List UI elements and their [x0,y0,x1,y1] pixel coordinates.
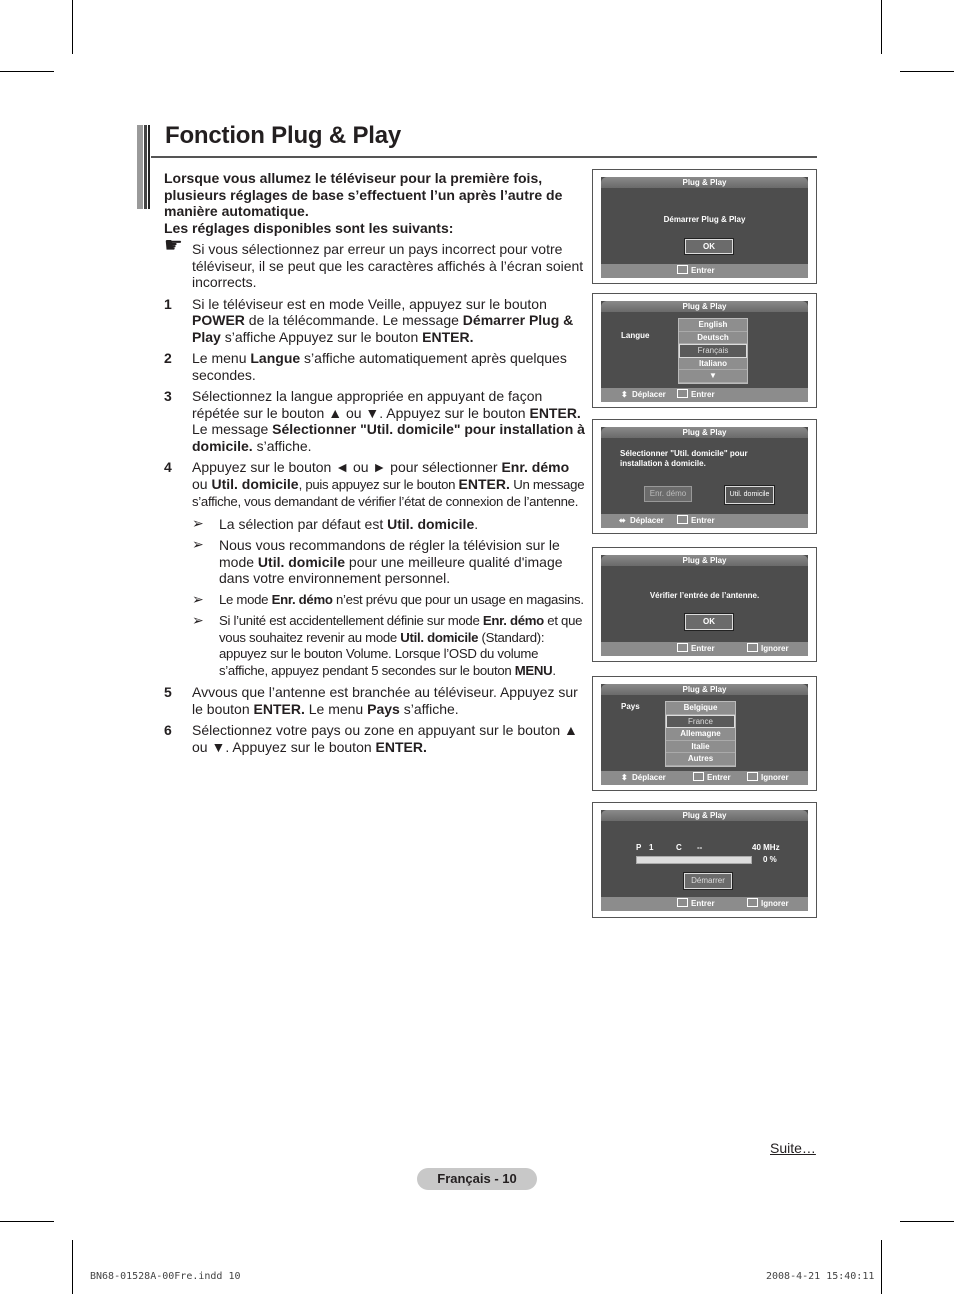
step-6: 6 Sélectionnez votre pays ou zone en appuyant sur le bouton ▲ ou ▼. Appuyez sur le bouton ENTER. [164,722,578,755]
list-item[interactable]: Italie [666,741,735,754]
crop-mark [0,1221,54,1222]
list-item[interactable]: Allemagne [666,728,735,741]
step-4: 4 Appuyez sur le bouton ◄ ou ► pour sélectionner Enr. démo ou Util. domicile, puis appuyez sur le bouton ENTER. Un message s’affiche, vous demandant de vérifier l’état de connexion de l’antenne. [164,459,585,509]
crop-mark [72,0,73,54]
list-item-selected[interactable]: Français [679,344,747,358]
list-item[interactable]: Deutsch [679,332,747,345]
pointing-hand-icon: ☛ [164,234,183,257]
country-label: Pays [621,702,640,711]
program-label: P [636,843,642,852]
note: ☛ Si vous sélectionnez par erreur un pays incorrect pour votre téléviseur, il se peut que les caractères affichés à l’écran soient incorrects. [164,234,584,290]
language-label: Langue [621,331,650,340]
osd-screen-mode [592,419,817,534]
frequency-value: 40 MHz [752,843,780,852]
osd-title: Plug & Play [601,301,808,312]
home-mode-button[interactable]: Util. domicile [725,486,774,504]
osd-title: Plug & Play [601,810,808,821]
tip: ➢ Le mode Enr. démo n’est prévu que pour un usage en magasins. [192,590,584,607]
progress-bar [636,856,752,864]
start-button[interactable]: Démarrer [684,873,732,889]
step-3: 3 Sélectionnez la langue appropriée en appuyant de façon répétée sur le bouton ▲ ou ▼. Appuyez sur le bouton ENTER. Le message Sélectionner "Util. domicile" pour installation à domicile. s’affiche. [164,388,585,454]
enter-icon [677,389,688,398]
crop-mark [72,1240,73,1294]
move-label: Déplacer [632,390,666,399]
skip-icon [747,643,758,652]
osd-title: Plug & Play [601,427,808,438]
osd-footer: ⬍ Déplacer Entrer Ignorer [601,771,808,785]
ok-button[interactable]: OK [685,614,733,630]
list-item[interactable]: Autres [666,753,735,766]
skip-icon [747,898,758,907]
osd-screen-autostore [592,802,817,918]
country-list[interactable] [665,701,736,767]
list-item[interactable]: Belgique [666,702,735,715]
page-number-badge: Français - 10 [417,1168,537,1190]
enter-icon [677,515,688,524]
ok-button[interactable]: OK [685,239,733,254]
move-icon: ⬍ [621,390,628,399]
continued-link: Suite… [770,1140,816,1156]
skip-icon [747,772,758,781]
intro-text: Lorsque vous allumez le téléviseur pour la première fois, plusieurs réglages de base s’effectuent l’un après l’autre de manière automatique. Les réglages disponibles sont les suivants: [164,170,563,236]
arrow-icon: ➢ [192,612,204,628]
language-list[interactable] [678,318,748,384]
list-item-selected[interactable]: France [666,715,735,729]
osd-title: Plug & Play [601,555,808,566]
print-slug-file: BN68-01528A-00Fre.indd 10 [90,1271,241,1282]
osd-message: Sélectionner "Util. domicile" pour installation à domicile. [620,449,748,468]
channel-value: -- [697,843,703,852]
crop-mark [881,0,882,54]
page-title: Fonction Plug & Play [165,122,402,149]
osd-footer: ⬌ Déplacer Entrer [601,514,808,528]
arrow-icon: ➢ [192,514,204,531]
crop-mark [0,71,54,72]
osd-screen-language [592,293,817,408]
print-slug-date: 2008-4-21 15:40:11 [766,1271,875,1282]
crop-mark [900,1221,954,1222]
osd-footer: ⬍ Déplacer Entrer [601,388,808,402]
step-2: 2 Le menu Langue s’affiche automatiquement après quelques secondes. [164,350,567,383]
list-item[interactable]: English [679,319,747,332]
channel-label: C [676,843,682,852]
osd-screen-country [592,676,817,791]
enter-icon [677,898,688,907]
crop-mark [881,1240,882,1294]
osd-screen-start [592,169,817,284]
program-value: 1 [649,843,654,852]
osd-title: Plug & Play [601,177,808,188]
move-icon: ⬍ [621,773,628,782]
arrow-icon: ➢ [192,590,204,607]
main-text [164,170,586,755]
enter-icon [677,643,688,652]
tip: ➢ Si l’unité est accidentellement définie sur mode Enr. démo et que vous souhaitez revenir au mode Util. domicile (Standard): appuyez sur le bouton Volume. Lorsque l’OSD du volume s’affiche, appuyez pendant 5 secondes sur le bouton MENU. [192,612,583,678]
demo-mode-button[interactable]: Enr. démo [644,486,692,502]
left-right-icon: ⬌ [619,516,626,525]
osd-message: Démarrer Plug & Play [663,215,746,224]
enter-icon [677,265,688,274]
move-label: Déplacer [630,516,664,525]
osd-footer: Entrer Ignorer [601,642,808,656]
osd-screen-antenna [592,547,817,662]
list-item[interactable]: Italiano [679,358,747,371]
step-1: 1 Si le téléviseur est en mode Veille, appuyez sur le bouton POWER de la télécommande. Le message Démarrer Plug & Play s’affiche Appuyez sur le bouton ENTER. [164,295,574,345]
progress-percent: 0 % [763,855,777,864]
enter-icon [693,772,704,781]
osd-footer: Entrer Ignorer [601,897,808,911]
crop-mark [900,71,954,72]
scroll-down-icon[interactable]: ▼ [679,370,747,383]
step-5: 5 Avvous que l’antenne est branchée au téléviseur. Appuyez sur le bouton ENTER. Le menu Pays s’affiche. [164,684,578,717]
tip: ➢ La sélection par défaut est Util. domicile. [192,514,479,532]
tip: ➢ Nous vous recommandons de régler la télévision sur le mode Util. domicile pour une meilleure qualité d'image dans votre environnement personnel. [192,536,563,586]
move-label: Déplacer [632,773,666,782]
title-rule [151,156,817,158]
osd-footer: Entrer [601,264,808,278]
osd-message: Vérifier l’entrée de l’antenne. [649,591,760,600]
arrow-icon: ➢ [192,536,204,552]
osd-title: Plug & Play [601,684,808,695]
